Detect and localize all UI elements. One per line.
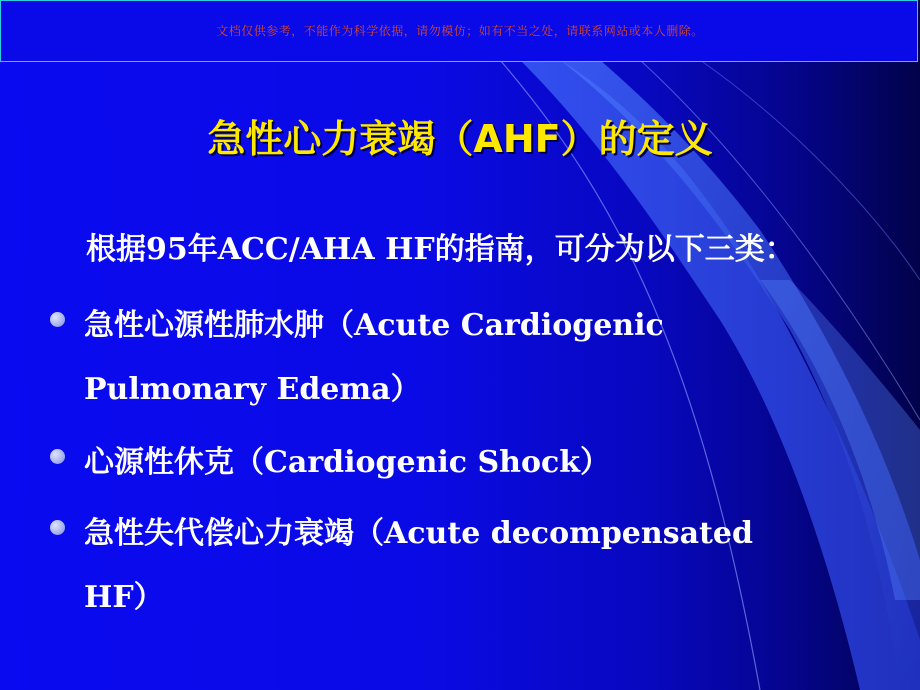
bullet-dot-icon (50, 520, 65, 535)
bullet-text-line: 心源性休克（Cardiogenic Shock） (84, 445, 611, 480)
intro-text: 根据95年ACC/AHA HF的指南，可分为以下三类： (86, 232, 795, 267)
bullet-text-line: 急性心源性肺水肿（Acute Cardiogenic (84, 308, 664, 343)
bullet-dot-icon (50, 449, 65, 464)
watermark-text: 文档仅供参考，不能作为科学依据，请勿模仿；如有不当之处，请联系网站或本人删除。 (216, 24, 704, 38)
bullet-dot-icon (50, 312, 65, 327)
slide-title: 急性心力衰竭（AHF）的定义 (207, 117, 713, 161)
bullet-text-line: 急性失代偿心力衰竭（Acute decompensated (84, 516, 753, 551)
bullet-text-line: Pulmonary Edema） (84, 372, 421, 407)
bullet-text-line: HF） (84, 580, 164, 615)
